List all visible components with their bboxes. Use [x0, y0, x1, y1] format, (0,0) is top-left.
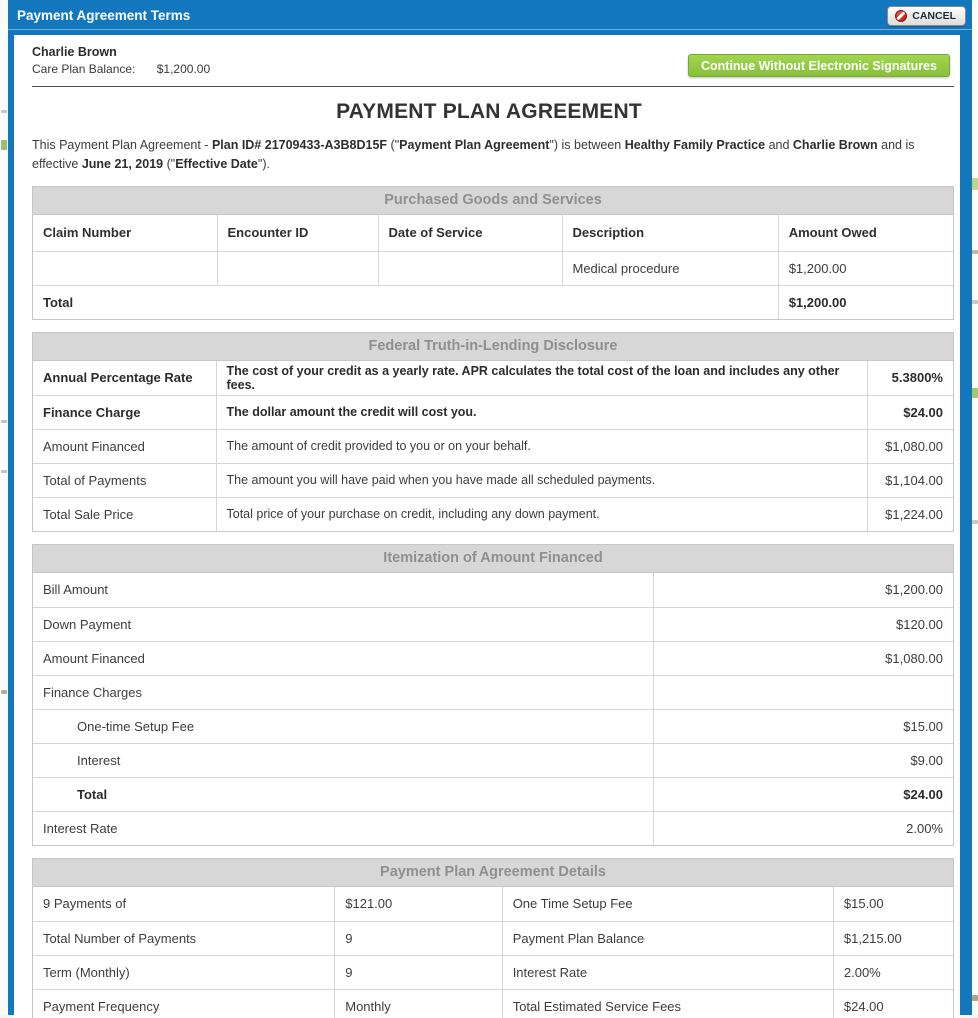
table-header-row — [33, 215, 953, 251]
intro-segment: and — [765, 138, 793, 152]
section-title-disclosure: Federal Truth-in-Lending Disclosure — [33, 333, 953, 361]
disclosure-label: Total of Payments — [33, 463, 216, 497]
plan-details-row — [33, 989, 953, 1018]
details-value: 9 — [335, 921, 502, 955]
disclosure-description: The amount you will have paid when you have made all scheduled payments. — [216, 463, 867, 497]
disclosure-row — [33, 463, 953, 497]
itemization-row — [33, 641, 953, 675]
intro-segment: Plan ID# 21709433-A3B8D15F — [211, 138, 388, 152]
purchased-goods-cell — [33, 251, 217, 285]
header-divider — [32, 86, 954, 87]
itemization-row — [33, 607, 953, 641]
disclosure-description: The amount of credit provided to you or on your behalf. — [216, 429, 867, 463]
page-behind-fragment — [1, 470, 7, 473]
intro-segment: This Payment Plan Agreement - — [32, 138, 212, 152]
intro-segment: Charlie Brown — [792, 138, 878, 152]
purchased-goods-cell: Medical procedure — [562, 251, 778, 285]
disclosure-label: Amount Financed — [33, 429, 216, 463]
disclosure-label: Total Sale Price — [33, 497, 216, 531]
disclosure-description: Total price of your purchase on credit, including any down payment. — [216, 497, 867, 531]
disclosure-label: Annual Percentage Rate — [33, 361, 216, 395]
itemization-table — [33, 573, 953, 845]
details-value: $15.00 — [833, 887, 953, 921]
page-behind-fragment — [972, 995, 978, 1001]
page-behind-fragment — [972, 250, 978, 254]
intro-segment: "). — [257, 157, 270, 171]
itemization-label: Total — [33, 777, 653, 811]
page-behind-fragment — [972, 300, 978, 304]
section-title-plan-details: Payment Plan Agreement Details — [33, 859, 953, 887]
page-behind-fragment — [1, 690, 7, 694]
section-purchased-goods — [32, 186, 954, 320]
plan-details-row — [33, 955, 953, 989]
details-label: Total Estimated Service Fees — [502, 989, 833, 1018]
plan-details-row — [33, 921, 953, 955]
intro-segment: Payment Plan Agreement — [399, 138, 550, 152]
itemization-value: $120.00 — [653, 607, 953, 641]
disclosure-table — [33, 361, 953, 531]
details-value: Monthly — [335, 989, 502, 1018]
column-header: Encounter ID — [217, 215, 378, 251]
intro-segment: and is effective — [32, 138, 915, 171]
total-label: Total — [33, 285, 778, 319]
continue-without-esignatures-button[interactable]: Continue Without Electronic Signatures — [688, 54, 950, 77]
details-label: Payment Frequency — [33, 989, 335, 1018]
disclosure-row — [33, 429, 953, 463]
disclosure-value: $24.00 — [867, 395, 953, 429]
itemization-label: Interest — [33, 743, 653, 777]
itemization-value — [653, 675, 953, 709]
purchased-goods-cell — [378, 251, 562, 285]
itemization-label: Finance Charges — [33, 675, 653, 709]
care-plan-balance-value: $1,200.00 — [156, 62, 211, 76]
details-value: 9 — [335, 955, 502, 989]
disclosure-value: $1,224.00 — [867, 497, 953, 531]
disclosure-value: $1,104.00 — [867, 463, 953, 497]
details-label: Payment Plan Balance — [502, 921, 833, 955]
disclosure-description: The dollar amount the credit will cost you. — [216, 395, 867, 429]
itemization-label: Down Payment — [33, 607, 653, 641]
patient-header — [22, 43, 956, 77]
page-behind-fragment — [1, 420, 7, 423]
purchased-goods-cell: $1,200.00 — [778, 251, 953, 285]
itemization-value: $1,200.00 — [653, 573, 953, 607]
disclosure-value: $1,080.00 — [867, 429, 953, 463]
details-value: 2.00% — [833, 955, 953, 989]
details-label: Total Number of Payments — [33, 921, 335, 955]
details-label: 9 Payments of — [33, 887, 335, 921]
disclosure-description: The cost of your credit as a yearly rate. APR calculates the total cost of the loan and includes any other fees. — [216, 361, 867, 395]
purchased-goods-total-row — [33, 285, 953, 319]
intro-segment: Healthy Family Practice — [624, 138, 766, 152]
modal-titlebar — [8, 0, 972, 30]
care-plan-balance-label: Care Plan Balance: — [32, 62, 136, 76]
details-label: One Time Setup Fee — [502, 887, 833, 921]
itemization-value: 2.00% — [653, 811, 953, 845]
itemization-label: Amount Financed — [33, 641, 653, 675]
cancel-icon — [895, 10, 907, 22]
intro-segment: (" — [387, 138, 400, 152]
details-label: Interest Rate — [502, 955, 833, 989]
column-header: Claim Number — [33, 215, 217, 251]
page-behind-fragment — [972, 388, 978, 398]
itemization-label: Interest Rate — [33, 811, 653, 845]
background-page-right — [972, 0, 978, 1015]
itemization-value: $9.00 — [653, 743, 953, 777]
itemization-row — [33, 573, 953, 607]
disclosure-label: Finance Charge — [33, 395, 216, 429]
itemization-label: Bill Amount — [33, 573, 653, 607]
care-plan-balance — [32, 62, 210, 76]
itemization-row — [33, 743, 953, 777]
intro-segment: (" — [163, 157, 176, 171]
details-label: Term (Monthly) — [33, 955, 335, 989]
itemization-value: $15.00 — [653, 709, 953, 743]
details-value: $1,215.00 — [833, 921, 953, 955]
background-page-left — [0, 0, 8, 1015]
disclosure-row — [33, 497, 953, 531]
plan-details-table — [33, 887, 953, 1018]
intro-segment: June 21, 2019 — [81, 157, 164, 171]
disclosure-row — [33, 361, 953, 395]
section-disclosure — [32, 332, 954, 532]
payment-agreement-modal — [8, 0, 972, 1015]
itemization-value: $24.00 — [653, 777, 953, 811]
section-title-itemization: Itemization of Amount Financed — [33, 545, 953, 573]
section-plan-details — [32, 858, 954, 1018]
column-header: Description — [562, 215, 778, 251]
patient-name: Charlie Brown — [32, 45, 117, 59]
itemization-row — [33, 709, 953, 743]
purchased-goods-table — [33, 215, 953, 319]
page-behind-fragment — [1, 140, 7, 150]
disclosure-value: 5.3800% — [867, 361, 953, 395]
itemization-row — [33, 811, 953, 845]
total-value: $1,200.00 — [778, 285, 953, 319]
itemization-label: One-time Setup Fee — [33, 709, 653, 743]
section-itemization — [32, 544, 954, 846]
cancel-button[interactable] — [887, 6, 966, 26]
modal-title: Payment Agreement Terms — [17, 8, 191, 23]
column-header: Amount Owed — [778, 215, 953, 251]
intro-segment: Effective Date — [175, 157, 258, 171]
details-value: $121.00 — [335, 887, 502, 921]
modal-content — [14, 35, 960, 1018]
intro-segment: ") is between — [549, 138, 625, 152]
details-value: $24.00 — [833, 989, 953, 1018]
page-behind-fragment — [1, 110, 7, 113]
itemization-row — [33, 777, 953, 811]
plan-details-row — [33, 887, 953, 921]
column-header: Date of Service — [378, 215, 562, 251]
page-behind-fragment — [972, 178, 978, 190]
itemization-row — [33, 675, 953, 709]
page-behind-fragment — [972, 520, 978, 524]
itemization-value: $1,080.00 — [653, 641, 953, 675]
patient-info — [32, 45, 210, 76]
agreement-intro — [32, 136, 952, 174]
purchased-goods-row — [33, 251, 953, 285]
disclosure-row — [33, 395, 953, 429]
purchased-goods-cell — [217, 251, 378, 285]
agreement-title: PAYMENT PLAN AGREEMENT — [336, 100, 642, 123]
section-title-purchased-goods: Purchased Goods and Services — [33, 187, 953, 215]
cancel-button-label: CANCEL — [912, 9, 956, 22]
